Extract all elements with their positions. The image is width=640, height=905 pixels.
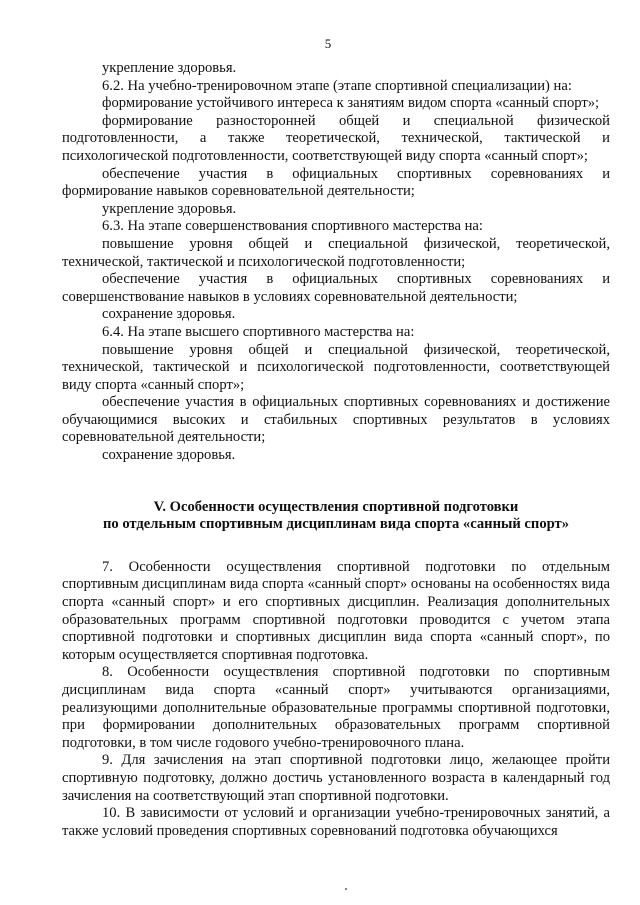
paragraph: формирование устойчивого интереса к занятиям видом спорта «санный спорт»; <box>102 95 600 112</box>
paragraph: 6.4. На этапе высшего спортивного мастерства на: <box>102 323 415 340</box>
paragraph: обеспечение участия в официальных спортивных соревнованиях и формирование навыков соревновательной деятельности; <box>62 165 610 200</box>
paragraph: повышение уровня общей и специальной физической, теоретической, технической, тактической и психологической подготовленности, соответствующей виду спорта «санный спорт»; <box>62 341 610 393</box>
page-number: 5 <box>324 36 332 51</box>
paragraph: повышение уровня общей и специальной физической, теоретической, технической, тактической и психологической подготовленности; <box>62 235 610 270</box>
paragraph: 9. Для зачисления на этап спортивной подготовки лицо, желающее пройти спортивную подготовку, должно достичь установленного возраста в календарный год зачисления на соответствующий этап спортивной подготовки. <box>62 752 610 804</box>
paragraph: 10. В зависимости от условий и организации учебно-тренировочных занятий, а также условий проведения спортивных соревнований подготовка обучающихся <box>62 805 610 839</box>
paragraph: укрепление здоровья. <box>102 60 237 76</box>
paragraph: 7. Особенности осуществления спортивной подготовки по отдельным спортивным дисциплинам вида спорта «санный спорт» основаны на особенностях вида спорта «санный спорт» и его спортивных дисциплин. Реализация дополнительных образовательных программ спортивной подготовки проводится с учетом этапа спортивной подготовки и спортивных дисциплин вида спорта «санный спорт», по которым осуществляется спортивная подготовка. <box>62 558 610 663</box>
paragraph: обеспечение участия в официальных спортивных соревнованиях и совершенствование навыков в условиях соревновательной деятельности; <box>62 271 610 305</box>
document-body <box>62 60 610 840</box>
paragraph: укрепление здоровья. <box>102 200 237 217</box>
paragraph: обеспечение участия в официальных спортивных соревнованиях и достижение обучающимися высоких и стабильных спортивных результатов в условиях соревновательной деятельности; <box>62 394 610 446</box>
paragraph: сохранение здоровья. <box>102 306 236 323</box>
section-heading-line-1: V. Особенности осуществления спортивной подготовки <box>153 498 519 515</box>
paragraph: 6.2. На учебно-тренировочном этапе (этапе спортивной специализации) на: <box>102 77 572 94</box>
paragraph: 8. Особенности осуществления спортивной подготовки по спортивным дисциплинам вида спорта «санный спорт» учитываются организациями, реализующими дополнительные образовательные программы спортивной подготовки, при формировании дополнительных образовательных программ спортивной подготовки, в том числе годового учебно-тренировочного плана. <box>62 664 610 751</box>
paragraph: 6.3. На этапе совершенствования спортивного мастерства на: <box>102 218 483 235</box>
section-heading-line-2: по отдельным спортивным дисциплинам вида спорта «санный спорт» <box>102 516 570 533</box>
spacer <box>62 534 610 559</box>
scan-speck <box>345 888 347 890</box>
paragraph: сохранение здоровья. <box>102 447 236 464</box>
paragraph: формирование разносторонней общей и специальной физической подготовленности, а также теоретической, технической, тактической и психологической подготовленности, соответствующей виду спорта «санный спорт»; <box>62 112 610 164</box>
section-heading <box>62 499 610 534</box>
